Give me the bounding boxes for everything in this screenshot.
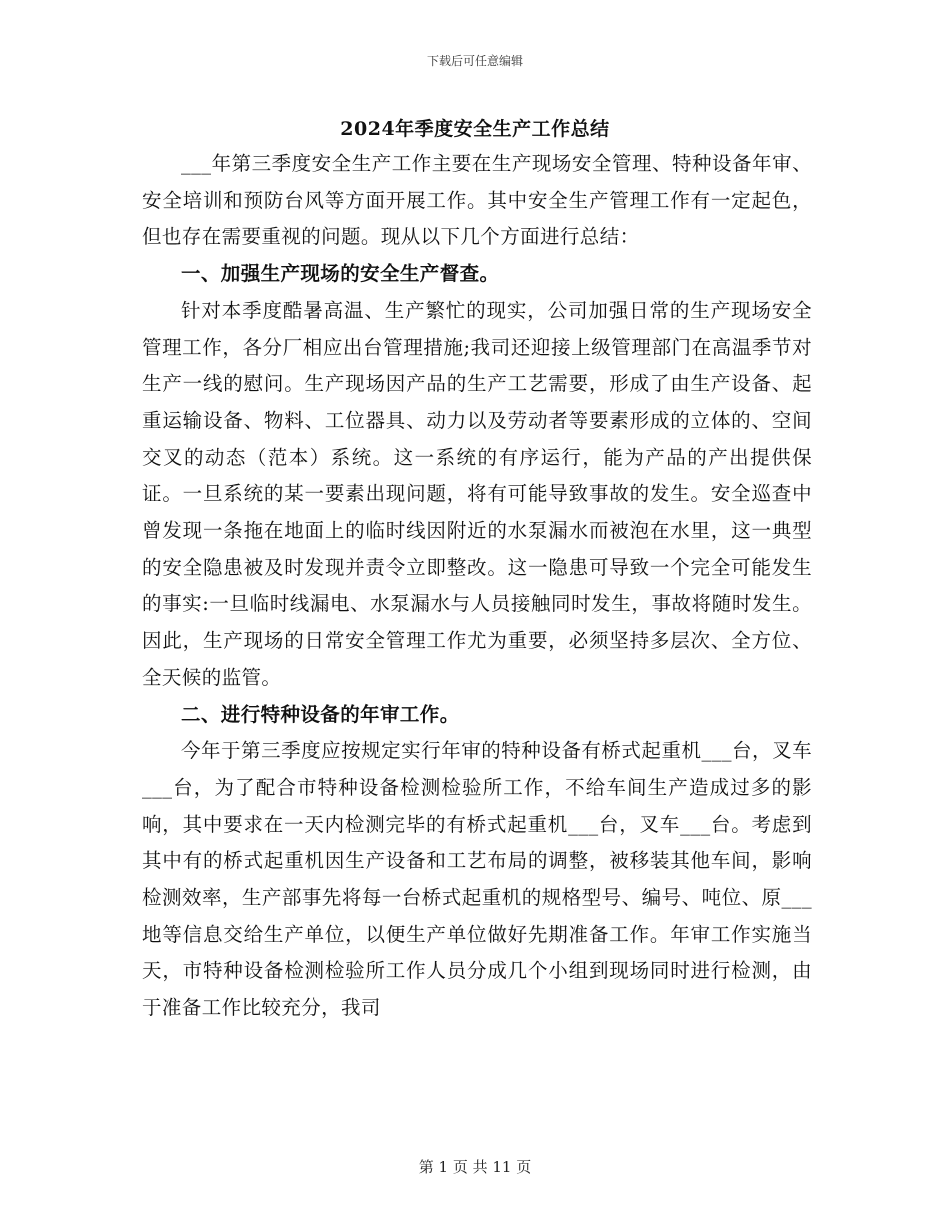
document-body bbox=[142, 146, 812, 1027]
intro-paragraph: ___年第三季度安全生产工作主要在生产现场安全管理、特种设备年审、安全培训和预防台风等方面开展工作。其中安全生产管理工作有一定起色，但也存在需要重视的问题。现从以下几个方面进行总结： bbox=[142, 152, 812, 249]
page-number: 第 1 页 共 11 页 bbox=[418, 1158, 532, 1176]
page-header-note: 下载后可任意编辑 bbox=[426, 54, 523, 68]
section-1-heading: 一、加强生产现场的安全生产督查。 bbox=[181, 262, 500, 286]
document-title: 2024年季度安全生产工作总结 bbox=[340, 118, 610, 140]
section-2-paragraph: 今年于第三季度应按规定实行年审的特种设备有桥式起重机___台，叉车___台，为了配合市特种设备检测检验所工作，不给车间生产造成过多的影响，其中要求在一天内检测完毕的有桥式起重机___台，叉车___台。考虑到其中有的桥式起重机因生产设备和工艺布局的调整，被移装其他车间，影响检测效率，生产部事先将每一台桥式起重机的规格型号、编号、吨位、原___地等信息交给生产单位，以便生产单位做好先期准备工作。年审工作实施当天，市特种设备检测检验所工作人员分成几个小组到现场同时进行检测，由于准备工作比较充分，我司 bbox=[142, 739, 812, 1020]
section-2-heading: 二、进行特种设备的年审工作。 bbox=[181, 702, 460, 726]
section-1-paragraph: 针对本季度酷暑高温、生产繁忙的现实，公司加强日常的生产现场安全管理工作，各分厂相应出台管理措施;我司还迎接上级管理部门在高温季节对生产一线的慰问。生产现场因产品的生产工艺需要，形成了由生产设备、起重运输设备、物料、工位器具、动力以及劳动者等要素形成的立体的、空间交叉的动态（范本）系统。这一系统的有序运行，能为产品的产出提供保证。一旦系统的某一要素出现问题，将有可能导致事故的发生。安全巡查中曾发现一条拖在地面上的临时线因附近的水泵漏水而被泡在水里，这一典型的安全隐患被及时发现并责令立即整改。这一隐患可导致一个完全可能发生的事实:一旦临时线漏电、水泵漏水与人员接触同时发生，事故将随时发生。因此，生产现场的日常安全管理工作尤为重要，必须坚持多层次、全方位、全天候的监管。 bbox=[142, 298, 812, 689]
